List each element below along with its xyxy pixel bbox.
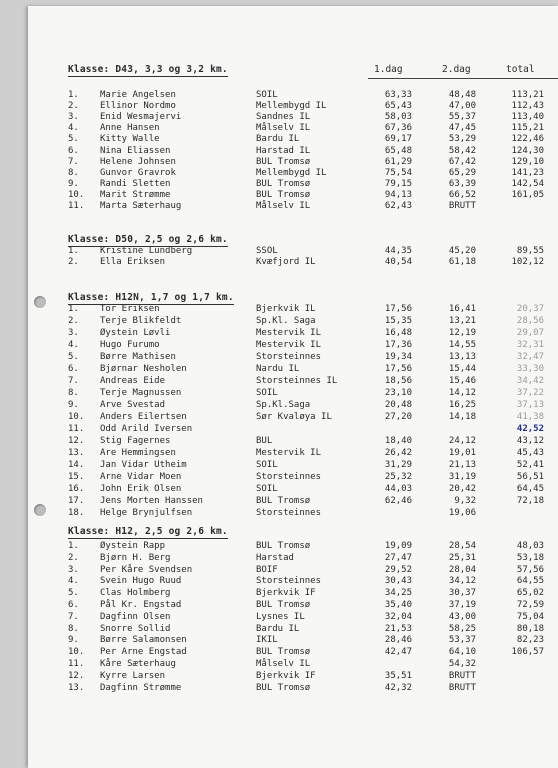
club: BUL Tromsø <box>256 541 311 551</box>
athlete-name: Gunvor Gravrok <box>100 167 176 178</box>
club: BUL <box>256 436 273 446</box>
rank: 7. <box>68 376 79 386</box>
club: Mestervik IL <box>256 340 322 350</box>
total-time: 80,18 <box>516 623 544 634</box>
day1-time: 42,47 <box>384 647 412 658</box>
club: Bjerkvik IF <box>256 670 316 681</box>
day2-time: 13,21 <box>448 316 476 326</box>
day2-time: 28,04 <box>448 564 476 575</box>
club: Nardu IL <box>256 364 300 374</box>
total-time: 82,23 <box>516 635 544 646</box>
total-time: 37,13 <box>516 400 544 410</box>
day2-time: 15,44 <box>448 364 476 374</box>
total-time: 124,30 <box>511 145 544 156</box>
day2-time: 61,18 <box>448 257 476 268</box>
athlete-name: Andreas Eide <box>100 376 166 386</box>
club: Bjerkvik IF <box>256 588 316 599</box>
rank: 3. <box>68 564 79 575</box>
day2-time: 15,46 <box>448 376 476 386</box>
club: BUL Tromsø <box>256 600 311 610</box>
rank: 9. <box>68 400 79 410</box>
rank: 8. <box>68 623 79 634</box>
day1-time: 67,36 <box>384 123 412 134</box>
club: Sp.Kl. Saga <box>256 316 316 326</box>
result-row <box>28 483 558 495</box>
athlete-name: Per Arne Engstad <box>100 647 187 658</box>
athlete-name: John Erik Olsen <box>100 484 182 494</box>
section-title: Klasse: D50, 2,5 og 2,6 km. <box>68 234 228 245</box>
day1-time: 20,48 <box>384 400 412 410</box>
day1-time: 27,20 <box>384 412 412 422</box>
day1-time: 23,10 <box>384 388 412 398</box>
club: Sp.Kl.Saga <box>256 400 311 410</box>
rank: 2. <box>68 316 79 326</box>
total-time: 72,59 <box>516 600 544 610</box>
result-row <box>28 658 558 670</box>
result-row <box>28 411 558 423</box>
rank: 10. <box>68 647 85 658</box>
athlete-name: Are Hemmingsen <box>100 448 176 458</box>
rank: 10. <box>68 189 85 200</box>
club: Lysnes IL <box>256 611 305 622</box>
day1-time: 69,17 <box>384 134 412 145</box>
athlete-name: Kristine Lundberg <box>100 246 193 256</box>
rank: 5. <box>68 588 79 599</box>
rank: 5. <box>68 352 79 362</box>
club: IKIL <box>256 635 278 646</box>
result-row <box>28 423 558 435</box>
athlete-name: Øystein Løvli <box>100 328 171 338</box>
day1-time: 58,03 <box>384 112 412 123</box>
athlete-name: Anne Hansen <box>100 123 160 134</box>
result-row <box>28 327 558 339</box>
rank: 2. <box>68 552 79 563</box>
day1-time: 35,40 <box>384 600 412 610</box>
day1-time: 40,54 <box>384 257 412 268</box>
rank: 6. <box>68 145 79 156</box>
rank: 12. <box>68 670 85 681</box>
total-time: 29,07 <box>516 328 544 338</box>
club: BUL Tromsø <box>256 682 311 693</box>
athlete-name: Dagfinn Strømme <box>100 682 182 693</box>
day1-time: 34,25 <box>384 588 412 599</box>
rank: 15. <box>68 472 85 482</box>
day1-time: 62,43 <box>384 201 412 211</box>
results-sheet <box>28 6 558 768</box>
rank: 1. <box>68 541 79 551</box>
athlete-name: Per Kåre Svendsen <box>100 564 193 575</box>
rank: 11. <box>68 424 85 434</box>
athlete-name: Ellinor Nordmo <box>100 101 176 112</box>
section-title: Klasse: D43, 3,3 og 3,2 km. <box>68 64 228 75</box>
total-time: 57,56 <box>516 564 544 575</box>
day2-time: 53,29 <box>448 134 476 145</box>
day1-time: 17,56 <box>384 304 412 314</box>
athlete-name: Kåre Sæterhaug <box>100 659 176 669</box>
club: BUL Tromsø <box>256 156 311 167</box>
day1-time: 65,43 <box>384 101 412 112</box>
result-row <box>28 200 558 212</box>
club: Storsteinnes <box>256 352 322 362</box>
club: Bardu IL <box>256 623 300 634</box>
total-time: 20,37 <box>516 304 544 314</box>
club: BUL Tromsø <box>256 496 311 506</box>
day1-time: 79,15 <box>384 178 412 189</box>
club: Målselv IL <box>256 201 311 211</box>
day1-time: 65,48 <box>384 145 412 156</box>
day1-time: 35,51 <box>384 670 412 681</box>
rank: 9. <box>68 178 79 189</box>
athlete-name: Tor Eriksen <box>100 304 160 314</box>
day1-time: 28,46 <box>384 635 412 646</box>
athlete-name: Enid Wesmajervi <box>100 112 182 123</box>
rank: 6. <box>68 600 79 610</box>
total-time: 42,52 <box>516 424 544 434</box>
result-row <box>28 495 558 507</box>
athlete-name: Børre Mathisen <box>100 352 176 362</box>
result-row <box>28 339 558 351</box>
athlete-name: Arne Vidar Moen <box>100 472 182 482</box>
day1-time: 18,56 <box>384 376 412 386</box>
club: Bardu IL <box>256 134 300 145</box>
total-time: 89,55 <box>516 246 544 256</box>
club: SOIL <box>256 460 278 470</box>
day2-time: 14,18 <box>448 412 476 422</box>
day1-time: 17,56 <box>384 364 412 374</box>
athlete-name: Nina Eliassen <box>100 145 171 156</box>
result-row <box>28 599 558 611</box>
day1-time: 61,29 <box>384 156 412 167</box>
result-row <box>28 303 558 315</box>
total-time: 32,47 <box>516 352 544 362</box>
total-time: 33,30 <box>516 364 544 374</box>
result-row <box>28 256 558 268</box>
athlete-name: Stig Fagernes <box>100 436 171 446</box>
athlete-name: Pål Kr. Engstad <box>100 600 182 610</box>
day1-time: 17,36 <box>384 340 412 350</box>
day2-time: 64,10 <box>448 647 476 658</box>
athlete-name: Svein Hugo Ruud <box>100 576 182 587</box>
club: Mellembygd IL <box>256 167 327 178</box>
rank: 3. <box>68 112 79 123</box>
club: SSOL <box>256 246 278 256</box>
rank: 16. <box>68 484 85 494</box>
day2-time: 13,13 <box>448 352 476 362</box>
result-row <box>28 315 558 327</box>
club: SOIL <box>256 90 278 100</box>
rank: 2. <box>68 101 79 112</box>
total-time: 122,46 <box>511 134 544 145</box>
total-time: 106,57 <box>511 647 544 658</box>
day1-time: 29,52 <box>384 564 412 575</box>
day2-time: 54,32 <box>448 659 476 669</box>
club: Bjerkvik IL <box>256 304 316 314</box>
day2-time: 19,06 <box>448 508 476 518</box>
day2-time: 47,00 <box>448 101 476 112</box>
result-row <box>28 447 558 459</box>
day2-time: 14,55 <box>448 340 476 350</box>
rank: 5. <box>68 134 79 145</box>
day2-time: 24,12 <box>448 436 476 446</box>
section-title: Klasse: H12N, 1,7 og 1,7 km. <box>68 292 234 303</box>
day2-time: 65,29 <box>448 167 476 178</box>
day1-time: 31,29 <box>384 460 412 470</box>
total-time: 32,31 <box>516 340 544 350</box>
athlete-name: Clas Holmberg <box>100 588 171 599</box>
athlete-name: Kitty Walle <box>100 134 160 145</box>
section-title: Klasse: H12, 2,5 og 2,6 km. <box>68 526 228 537</box>
result-row <box>28 540 558 552</box>
club: Mestervik IL <box>256 328 322 338</box>
club: Harstad <box>256 552 294 563</box>
day2-time: 28,54 <box>448 541 476 551</box>
day1-time: 42,32 <box>384 682 412 693</box>
athlete-name: Randi Sletten <box>100 178 171 189</box>
day2-time: 25,31 <box>448 552 476 563</box>
athlete-name: Børre Salamonsen <box>100 635 187 646</box>
athlete-name: Jens Morten Hanssen <box>100 496 203 506</box>
total-time: 28,56 <box>516 316 544 326</box>
day1-time: 75,54 <box>384 167 412 178</box>
day2-time: 48,48 <box>448 90 476 100</box>
athlete-name: Dagfinn Olsen <box>100 611 171 622</box>
total-time: 41,38 <box>516 412 544 422</box>
club: SOIL <box>256 484 278 494</box>
day2-time: 34,12 <box>448 576 476 587</box>
total-time: 45,43 <box>516 448 544 458</box>
result-row <box>28 564 558 576</box>
day2-time: 58,25 <box>448 623 476 634</box>
day2-header: 2.dag <box>442 64 471 75</box>
day2-time: 16,41 <box>448 304 476 314</box>
rank: 11. <box>68 201 85 211</box>
total-time: 113,21 <box>511 90 544 100</box>
rank: 4. <box>68 576 79 587</box>
rank: 1. <box>68 246 79 256</box>
day2-time: 12,19 <box>448 328 476 338</box>
day1-time: 32,04 <box>384 611 412 622</box>
total-time: 142,54 <box>511 178 544 189</box>
athlete-name: Terje Magnussen <box>100 388 182 398</box>
day2-time: 53,37 <box>448 635 476 646</box>
day2-time: 63,39 <box>448 178 476 189</box>
rank: 4. <box>68 123 79 134</box>
club: Storsteinnes IL <box>256 376 338 386</box>
rank: 1. <box>68 90 79 100</box>
day2-time: 43,00 <box>448 611 476 622</box>
club: SOIL <box>256 388 278 398</box>
result-row <box>28 245 558 257</box>
day2-time: 20,42 <box>448 484 476 494</box>
day1-time: 44,35 <box>384 246 412 256</box>
club: Storsteinnes <box>256 472 322 482</box>
day2-time: 66,52 <box>448 189 476 200</box>
athlete-name: Marit Strømme <box>100 189 171 200</box>
result-row <box>28 623 558 635</box>
total-time: 72,18 <box>516 496 544 506</box>
result-row <box>28 363 558 375</box>
result-row <box>28 682 558 694</box>
rank: 10. <box>68 412 85 422</box>
result-row <box>28 351 558 363</box>
day1-time: 26,42 <box>384 448 412 458</box>
day2-time: 45,20 <box>448 246 476 256</box>
day2-time: 19,01 <box>448 448 476 458</box>
athlete-name: Terje Blikfeldt <box>100 316 182 326</box>
total-time: 141,23 <box>511 167 544 178</box>
athlete-name: Snorre Sollid <box>100 623 171 634</box>
total-time: 75,04 <box>516 611 544 622</box>
athlete-name: Hugo Furumo <box>100 340 160 350</box>
result-row <box>28 387 558 399</box>
rank: 17. <box>68 496 85 506</box>
athlete-name: Helge Brynjulfsen <box>100 508 193 518</box>
result-row <box>28 375 558 387</box>
total-time: 52,41 <box>516 460 544 470</box>
rank: 4. <box>68 340 79 350</box>
rank: 8. <box>68 167 79 178</box>
day2-time: 47,45 <box>448 123 476 134</box>
day1-time: 44,03 <box>384 484 412 494</box>
club: Storsteinnes <box>256 508 322 518</box>
rank: 3. <box>68 328 79 338</box>
athlete-name: Ella Eriksen <box>100 257 166 268</box>
day1-time: 16,48 <box>384 328 412 338</box>
day2-time: 14,12 <box>448 388 476 398</box>
day1-time: 18,40 <box>384 436 412 446</box>
day2-time: BRUTT <box>448 682 476 693</box>
athlete-name: Helene Johnsen <box>100 156 176 167</box>
total-time: 161,05 <box>511 189 544 200</box>
total-time: 34,42 <box>516 376 544 386</box>
day2-time: 55,37 <box>448 112 476 123</box>
bleed-through <box>88 726 308 744</box>
result-row <box>28 646 558 658</box>
athlete-name: Marie Angelsen <box>100 90 176 100</box>
club: Sandnes IL <box>256 112 311 123</box>
result-row <box>28 670 558 682</box>
total-time: 113,40 <box>511 112 544 123</box>
total-time: 37,22 <box>516 388 544 398</box>
day2-time: 30,37 <box>448 588 476 599</box>
athlete-name: Marta Sæterhaug <box>100 201 182 211</box>
header-rule <box>368 78 558 79</box>
rank: 18. <box>68 508 85 518</box>
day1-time: 63,33 <box>384 90 412 100</box>
club: BUL Tromsø <box>256 647 311 658</box>
day1-header: 1.dag <box>374 64 403 75</box>
day1-time: 21,53 <box>384 623 412 634</box>
day2-time: 67,42 <box>448 156 476 167</box>
day1-time: 19,34 <box>384 352 412 362</box>
club: Målselv IL <box>256 659 311 669</box>
rank: 9. <box>68 635 79 646</box>
day1-time: 19,09 <box>384 541 412 551</box>
total-time: 53,18 <box>516 552 544 563</box>
club: BUL Tromsø <box>256 189 311 200</box>
day1-time: 15,35 <box>384 316 412 326</box>
result-row <box>28 471 558 483</box>
athlete-name: Bjørnar Nesholen <box>100 364 187 374</box>
day2-time: 16,25 <box>448 400 476 410</box>
result-row <box>28 575 558 587</box>
athlete-name: Arve Svestad <box>100 400 166 410</box>
rank: 13. <box>68 448 85 458</box>
result-row <box>28 435 558 447</box>
rank: 12. <box>68 436 85 446</box>
day1-time: 94,13 <box>384 189 412 200</box>
total-time: 64,55 <box>516 576 544 587</box>
result-row <box>28 399 558 411</box>
athlete-name: Bjørn H. Berg <box>100 552 171 563</box>
day1-time: 27,47 <box>384 552 412 563</box>
club: BOIF <box>256 564 278 575</box>
rank: 7. <box>68 156 79 167</box>
club: Sør Kvaløya IL <box>256 412 332 422</box>
total-time: 112,43 <box>511 101 544 112</box>
club: BUL Tromsø <box>256 178 311 189</box>
result-row <box>28 634 558 646</box>
athlete-name: Jan Vidar Utheim <box>100 460 187 470</box>
day2-time: 9,32 <box>454 496 476 506</box>
result-row <box>28 552 558 564</box>
athlete-name: Anders Eilertsen <box>100 412 187 422</box>
day2-time: 21,13 <box>448 460 476 470</box>
rank: 1. <box>68 304 79 314</box>
rank: 2. <box>68 257 79 268</box>
athlete-name: Odd Arild Iversen <box>100 424 193 434</box>
athlete-name: Øystein Rapp <box>100 541 166 551</box>
total-time: 48,03 <box>516 541 544 551</box>
club: Målselv IL <box>256 123 311 134</box>
rank: 6. <box>68 364 79 374</box>
club: Harstad IL <box>256 145 311 156</box>
rank: 7. <box>68 611 79 622</box>
club: Mellembygd IL <box>256 101 327 112</box>
day2-time: BRUTT <box>448 201 476 211</box>
athlete-name: Kyrre Larsen <box>100 670 166 681</box>
total-time: 64,45 <box>516 484 544 494</box>
result-row <box>28 507 558 519</box>
club: Storsteinnes <box>256 576 322 587</box>
day2-time: 37,19 <box>448 600 476 610</box>
day1-time: 30,43 <box>384 576 412 587</box>
day2-time: 58,42 <box>448 145 476 156</box>
total-time: 129,10 <box>511 156 544 167</box>
rank: 13. <box>68 682 85 693</box>
result-row <box>28 587 558 599</box>
day2-time: BRUTT <box>448 670 476 681</box>
rank: 8. <box>68 388 79 398</box>
total-time: 65,02 <box>516 588 544 599</box>
total-time: 115,21 <box>511 123 544 134</box>
club: Mestervik IL <box>256 448 322 458</box>
total-time: 43,12 <box>516 436 544 446</box>
day1-time: 25,32 <box>384 472 412 482</box>
total-header: total <box>506 64 535 75</box>
result-row <box>28 459 558 471</box>
result-row <box>28 611 558 623</box>
rank: 11. <box>68 659 85 669</box>
club: Kvæfjord IL <box>256 257 316 268</box>
day2-time: 31,19 <box>448 472 476 482</box>
total-time: 102,12 <box>511 257 544 268</box>
total-time: 56,51 <box>516 472 544 482</box>
rank: 14. <box>68 460 85 470</box>
day1-time: 62,46 <box>384 496 412 506</box>
